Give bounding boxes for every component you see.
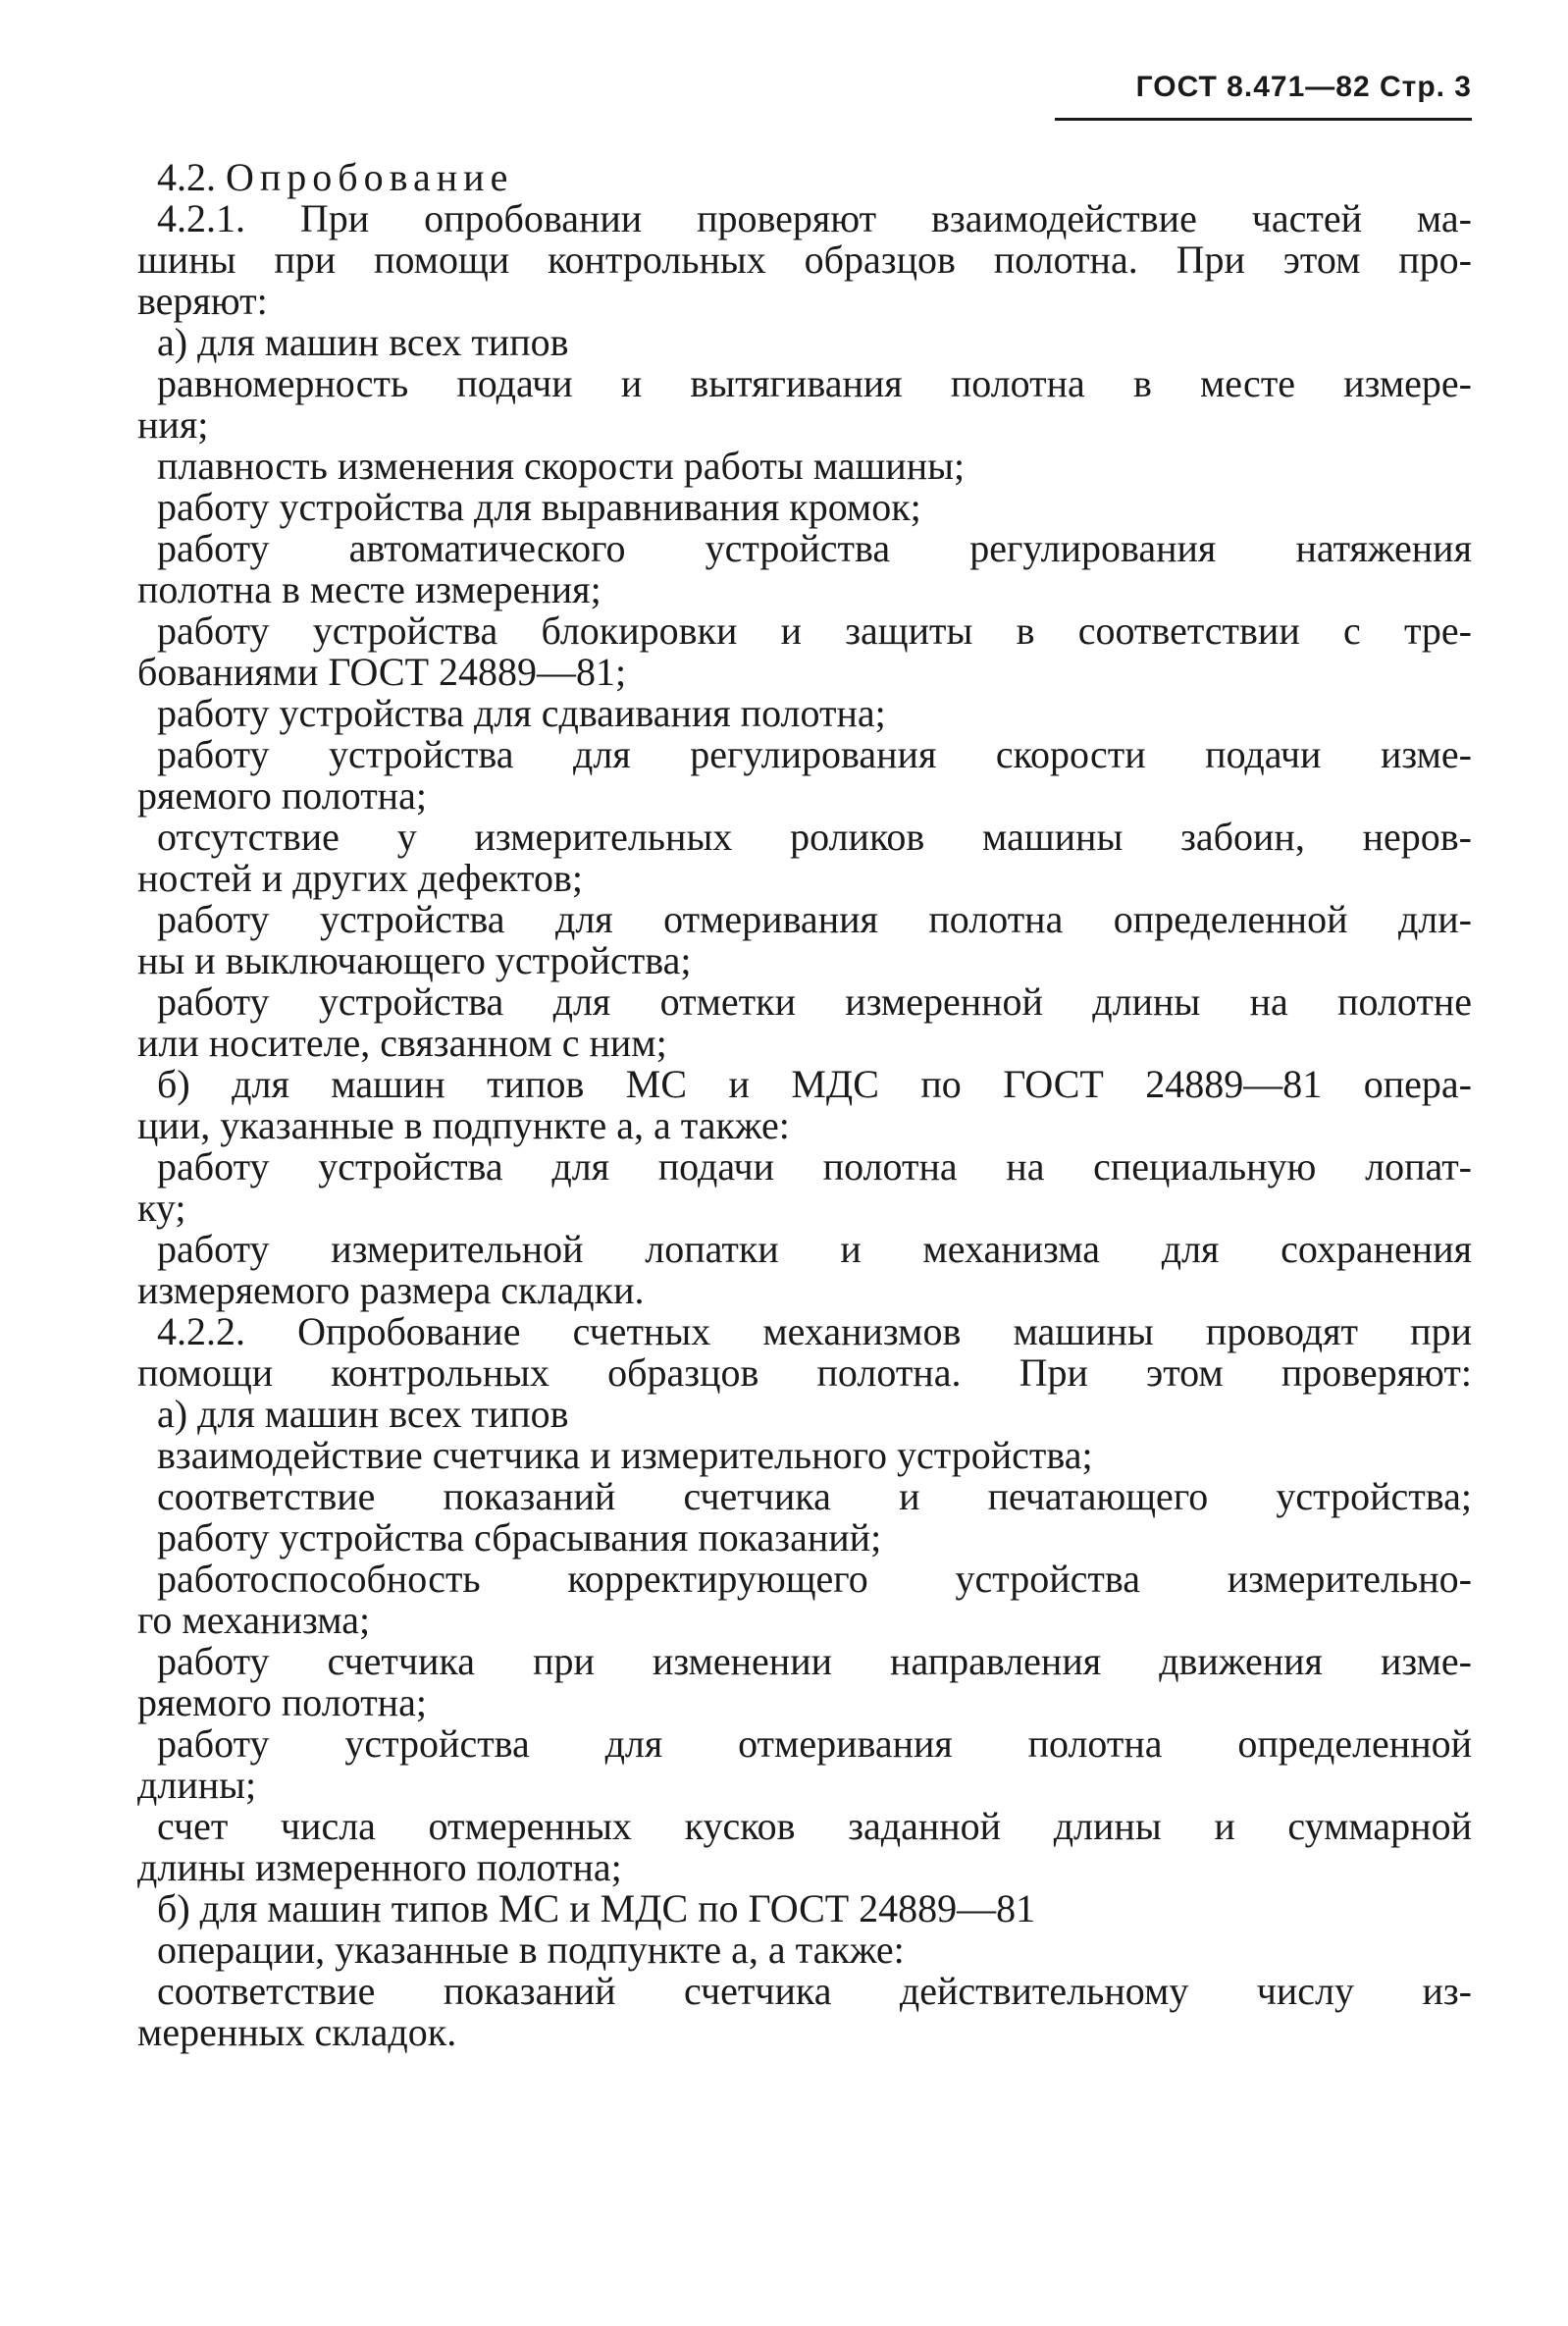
text-line: б) для машин типов МС и МДС по ГОСТ 24889—81 опера- xyxy=(157,1062,1472,1106)
text-line: работу устройства для подачи полотна на специальную лопат- xyxy=(157,1144,1472,1189)
text-line: шины при помощи контрольных образцов полотна. При этом про- xyxy=(137,238,1472,282)
text-line: работу устройства для регулирования скорости подачи изме- xyxy=(157,732,1472,776)
text-line: работу устройства сбрасывания показаний; xyxy=(157,1515,882,1559)
section-title: Опробование xyxy=(226,155,514,199)
page-header xyxy=(1136,71,1472,114)
text-line: работу автоматического устройства регулирования натяжения xyxy=(157,526,1472,570)
text-line: операции, указанные в подпункте а, а также: xyxy=(157,1928,905,1972)
text-line: полотна в месте измерения; xyxy=(137,567,601,611)
text-line: ряемого полотна; xyxy=(137,773,427,818)
text-line: работоспособность корректирующего устройства измерительно- xyxy=(157,1557,1472,1601)
text-line: отсутствие у измерительных роликов машины забоин, неров- xyxy=(157,815,1472,859)
text-line: работу счетчика при изменении направления движения изме- xyxy=(157,1639,1472,1683)
text-line: взаимодействие счетчика и измерительного устройства; xyxy=(157,1433,1093,1477)
section-number: 4.2. xyxy=(157,155,216,199)
text-line: а) для машин всех типов xyxy=(157,320,569,364)
text-line: соответствие показаний счетчика действительному числу из- xyxy=(157,1969,1472,2013)
text-line: бованиями ГОСТ 24889—81; xyxy=(137,650,627,694)
text-line: работу устройства для отмеривания полотна определенной дли- xyxy=(157,897,1472,941)
text-line: длины измеренного полотна; xyxy=(137,1845,622,1889)
text-line: работу устройства для выравнивания кромок; xyxy=(157,485,921,529)
text-line: длины; xyxy=(137,1763,257,1807)
header-rule xyxy=(1055,118,1472,121)
text-line: помощи контрольных образцов полотна. При этом проверяют: xyxy=(137,1350,1472,1395)
text-line: ния; xyxy=(137,402,209,447)
text-line: измеряемого размера складки. xyxy=(137,1268,645,1312)
text-line: равномерность подачи и вытягивания полотна в месте измере- xyxy=(157,361,1472,405)
text-line: го механизма; xyxy=(137,1598,371,1642)
text-line: соответствие показаний счетчика и печатающего устройства; xyxy=(157,1474,1472,1518)
text-line: ны и выключающего устройства; xyxy=(137,938,692,982)
text-line: меренных складок. xyxy=(137,2010,457,2054)
text-line: б) для машин типов МС и МДС по ГОСТ 24889—81 xyxy=(157,1886,1036,1930)
text-line: работу устройства для сдваивания полотна; xyxy=(157,691,886,735)
text-line: работу измерительной лопатки и механизма для сохранения xyxy=(157,1227,1472,1271)
text-line: ции, указанные в подпункте а, а также: xyxy=(137,1103,790,1147)
text-line: а) для машин всех типов xyxy=(157,1392,569,1436)
text-line: ностей и других дефектов; xyxy=(137,856,583,900)
text-line: плавность изменения скорости работы машины; xyxy=(157,444,966,488)
text-line: счет числа отмеренных кусков заданной длины и суммарной xyxy=(157,1804,1472,1848)
header-title: ГОСТ 8.471—82 Стр. 3 xyxy=(1135,71,1472,103)
text-line: ку; xyxy=(137,1186,186,1230)
text-line: ряемого полотна; xyxy=(137,1680,427,1724)
text-line: 4.2.1. При опробовании проверяют взаимодействие частей ма- xyxy=(157,196,1472,240)
text-line: 4.2.2. Опробование счетных механизмов машины проводят при xyxy=(157,1309,1472,1353)
text-line: работу устройства блокировки и защиты в соответствии с тре- xyxy=(157,608,1472,653)
section-heading xyxy=(157,157,1472,198)
text-line: работу устройства для отмеривания полотна определенной xyxy=(157,1721,1472,1766)
text-line: веряют: xyxy=(137,279,268,323)
document-body xyxy=(137,155,1472,2054)
text-line: или носителе, связанном с ним; xyxy=(137,1021,667,1065)
text-line: работу устройства для отметки измеренной длины на полотне xyxy=(157,979,1472,1024)
